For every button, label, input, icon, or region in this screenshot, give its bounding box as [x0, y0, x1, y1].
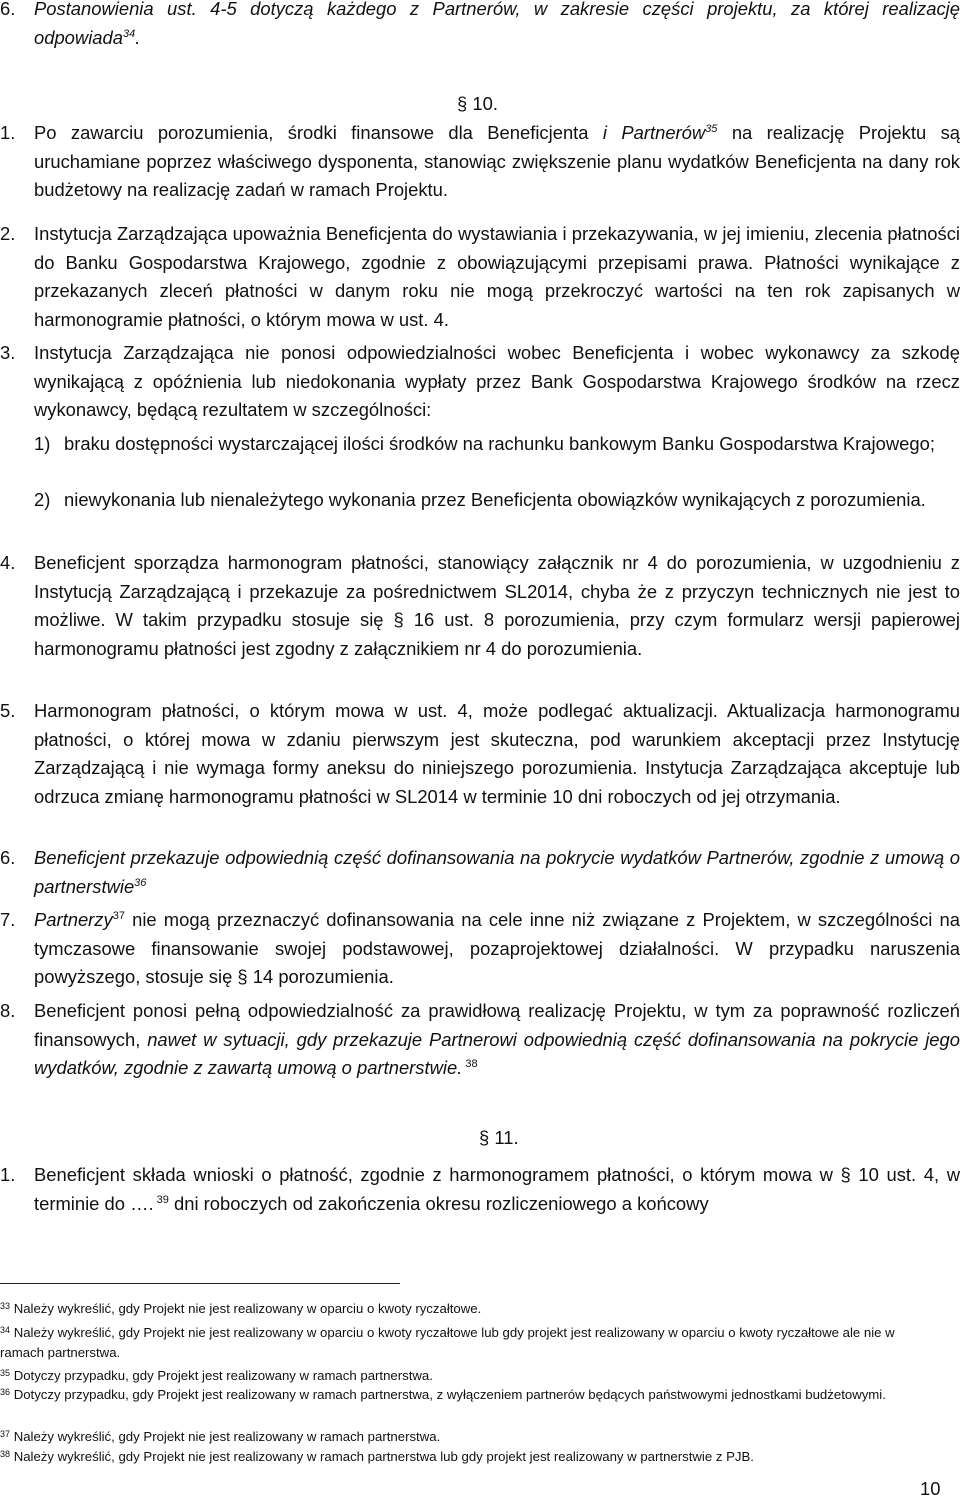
item-number: 8. [0, 1000, 16, 1021]
item-number: 6. [0, 0, 16, 19]
list-item: niewykonania lub nienależytego wykonania przez Beneficjenta obowiązków wynikających z porozumienia. [64, 489, 926, 510]
footnote: $^{38}$ Należy wykreślić, gdy Projekt nie jest realizowany w ramach partnerstwa lub gdy projekt jest realizowany w partnerstwie z PJB. [0, 1449, 754, 1464]
paragraph: Beneficjent sporządza harmonogram płatności, stanowiący załącznik nr 4 do porozumienia, w uzgodnieniu z Instytucją Zarządzającą i przekazuje za pośrednictwem SL2014, chyba że z przyczyn technicznych nie jest to możliwe. W takim przypadku stosuje się § 16 ust. 8 porozumienia, przy czym formularz wersji papierowej harmonogramu płatności jest zgodny z załącznikiem nr 4 do porozumienia. [34, 552, 960, 659]
section-heading: § 10. [457, 93, 498, 114]
section-sign: § [457, 93, 468, 114]
paragraph: Beneficjent składa wnioski o płatność, zgodnie z harmonogramem płatności, o którym mowa w § 10 ust. 4, w terminie do …. $^{39}$ dni roboczych od zakończenia okresu rozliczeniowego a końcowy [34, 1164, 960, 1214]
footnote: $^{37}$ Należy wykreślić, gdy Projekt nie jest realizowany w ramach partnerstwa. [0, 1429, 441, 1444]
section-sign: § [479, 1127, 490, 1148]
item-number: 1. [0, 122, 16, 143]
paragraph: Beneficjent przekazuje odpowiednią część dofinansowania na pokrycie wydatków Partnerów, zgodnie z umową o partnerstwie$^{36}$ [34, 847, 960, 897]
list-item: braku dostępności wystarczającej ilości środków na rachunku bankowym Banku Gospodarstwa Krajowego; [64, 433, 935, 454]
item-number: 1. [0, 1164, 16, 1185]
footnote-separator [0, 1283, 400, 1284]
paragraph: Instytucja Zarządzająca nie ponosi odpowiedzialności wobec Beneficjenta i wobec wykonawcy za szkodę wynikającą z opóźnienia lub niedokonania wypłaty przez Bank Gospodarstwa Krajowego środków na rzecz wykonawcy, będącą rezultatem w szczególności: [34, 342, 960, 420]
section-heading: § 11. [479, 1127, 519, 1148]
paragraph: Postanowienia ust. 4-5 dotyczą każdego z Partnerów, w zakresie części projektu, za której realizację odpowiada$^{34}$. [34, 0, 960, 48]
list-item-number: 1) [34, 433, 51, 454]
paragraph: Instytucja Zarządzająca upoważnia Beneficjenta do wystawiania i przekazywania, w jej imieniu, zlecenia płatności do Banku Gospodarstwa Krajowego, zgodnie z obowiązującymi przepisami prawa. Płatności wynikające z przekazanych zleceń płatności w danym roku nie mogą przekroczyć wartości na ten rok zapisanych w harmonogramie płatności, o którym mowa w ust. 4. [34, 223, 960, 330]
paragraph: Harmonogram płatności, o którym mowa w ust. 4, może podlegać aktualizacji. Aktualizacja harmonogramu płatności, o której mowa w zdaniu pierwszym jest skuteczna, pod warunkiem akceptacji przez Instytucję Zarządzającą i nie wymaga formy aneksu do niniejszego porozumienia. Instytucja Zarządzająca akceptuje lub odrzuca zmianę harmonogramu płatności w SL2014 w terminie 10 dni roboczych od jej otrzymania. [34, 700, 960, 807]
paragraph: Beneficjent ponosi pełną odpowiedzialność za prawidłową realizację Projektu, w tym za poprawność rozliczeń finansowych, nawet w sytuacji, gdy przekazuje Partnerowi odpowiednią część dofinansowania na pokrycie jego wydatków, zgodnie z zawartą umową o partnerstwie. $^{38}$ [34, 1000, 960, 1078]
footnote: $^{34}$ Należy wykreślić, gdy Projekt nie jest realizowany w oparciu o kwoty ryczałtowe lub gdy projekt jest realizowany w oparciu o kwoty ryczałtowe ale nie w ramach partnerstwa. [0, 1325, 895, 1360]
paragraph: Po zawarciu porozumienia, środki finansowe dla Beneficjenta i Partnerów$^{35}$ na realizację Projektu są uruchamiane poprzez właściwego dysponenta, stanowiąc zwiększenie planu wydatków Beneficjenta na dany rok budżetowy na realizację zadań w ramach Projektu. [34, 122, 960, 200]
item-number: 2. [0, 223, 16, 244]
footnote: $^{35}$ Dotyczy przypadku, gdy Projekt jest realizowany w ramach partnerstwa. [0, 1368, 433, 1383]
footnote: $^{36}$ Dotyczy przypadku, gdy Projekt jest realizowany w ramach partnerstwa, z wyłączeniem partnerów będących państwowymi jednostkami budżetowymi. [0, 1387, 886, 1402]
item-number: 7. [0, 909, 16, 930]
paragraph: Partnerzy$^{37}$ nie mogą przeznaczyć dofinansowania na cele inne niż związane z Projektem, w szczególności na tymczasowe finansowanie swojej podstawowej, pozaprojektowej działalności. W przypadku naruszenia powyższego, stosuje się § 14 porozumienia. [34, 909, 960, 987]
footnote: $^{33}$ Należy wykreślić, gdy Projekt nie jest realizowany w oparciu o kwoty ryczałtowe. [0, 1301, 482, 1316]
item-number: 4. [0, 552, 16, 573]
item-number: 6. [0, 847, 16, 868]
item-number: 5. [0, 700, 16, 721]
page-number: 10 [920, 1478, 941, 1499]
item-number: 3. [0, 342, 16, 363]
list-item-number: 2) [34, 489, 51, 510]
